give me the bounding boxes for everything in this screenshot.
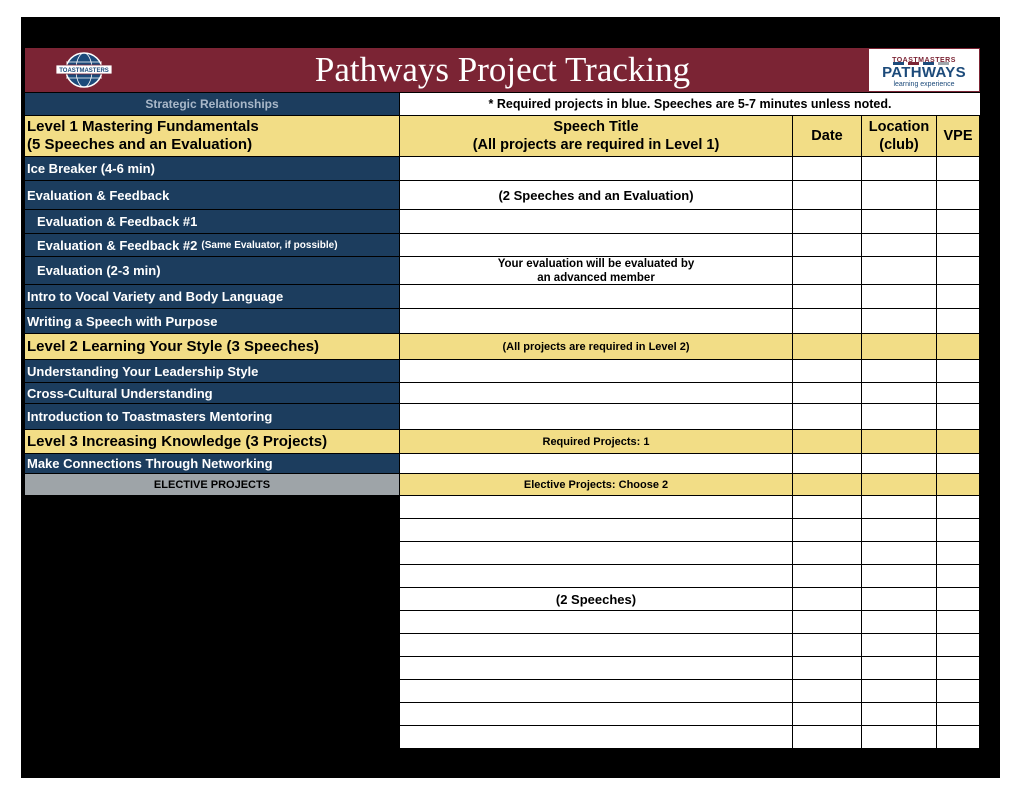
title-cell[interactable] [400, 703, 793, 726]
level3-heading: Level 3 Increasing Knowledge (3 Projects) [25, 430, 399, 454]
eval-feedback-detail: (2 Speeches and an Evaluation) [400, 181, 793, 210]
elective-detail: (2 Speeches) [400, 588, 793, 611]
location-cell[interactable] [862, 703, 937, 726]
vpe-cell[interactable] [937, 496, 980, 519]
level1-title-line2: (5 Speeches and an Evaluation) [27, 136, 253, 153]
vpe-cell[interactable] [937, 383, 980, 404]
vpe-cell[interactable] [937, 404, 980, 430]
evaluation-note-line: Your evaluation will be evaluated by [497, 257, 695, 270]
vpe-cell[interactable] [937, 703, 980, 726]
location-cell[interactable] [862, 634, 937, 657]
location-cell[interactable] [862, 496, 937, 519]
location-cell[interactable] [862, 257, 937, 285]
vpe-cell[interactable] [937, 588, 980, 611]
location-cell[interactable] [862, 404, 937, 430]
vpe-cell[interactable] [937, 726, 980, 749]
title-cell[interactable] [400, 309, 793, 334]
title-cell[interactable] [400, 360, 793, 383]
vpe-cell[interactable] [937, 519, 980, 542]
location-cell[interactable] [862, 181, 937, 210]
vpe-cell[interactable] [937, 634, 980, 657]
title-cell[interactable] [400, 611, 793, 634]
date-cell[interactable] [793, 404, 862, 430]
vpe-cell[interactable] [937, 542, 980, 565]
location-cell[interactable] [862, 430, 937, 454]
location-cell[interactable] [862, 519, 937, 542]
vpe-cell[interactable] [937, 454, 980, 474]
project-cross-cultural: Cross-Cultural Understanding [25, 383, 399, 404]
title-cell[interactable] [400, 680, 793, 703]
date-header [793, 116, 862, 157]
pathways-logo-dashes [893, 52, 957, 55]
vpe-cell[interactable] [937, 474, 980, 496]
location-cell[interactable] [862, 454, 937, 474]
same-evaluator-note: (Same Evaluator, if possible) [201, 239, 338, 251]
vpe-header [937, 116, 980, 157]
date-cell[interactable] [793, 285, 862, 309]
date-cell[interactable] [793, 210, 862, 234]
level2-heading: Level 2 Learning Your Style (3 Speeches) [25, 334, 399, 360]
location-cell[interactable] [862, 611, 937, 634]
vpe-cell[interactable] [937, 157, 980, 181]
elective-note: Elective Projects: Choose 2 [400, 474, 793, 496]
project-leadership-style: Understanding Your Leadership Style [25, 360, 399, 383]
date-cell[interactable] [793, 430, 862, 454]
required-note: * Required projects in blue. Speeches are 5-7 minutes unless noted. [400, 93, 980, 115]
pathways-logo-top: TOASTMASTERS [892, 57, 956, 64]
title-cell[interactable] [400, 634, 793, 657]
location-cell[interactable] [862, 285, 937, 309]
toastmasters-logo-text: TOASTMASTERS [59, 68, 109, 74]
location-cell[interactable] [862, 360, 937, 383]
vpe-cell[interactable] [937, 360, 980, 383]
title-cell[interactable] [400, 157, 793, 181]
date-header-line: Date [811, 128, 843, 144]
vpe-cell[interactable] [937, 611, 980, 634]
date-cell[interactable] [793, 634, 862, 657]
vpe-cell[interactable] [937, 680, 980, 703]
date-cell[interactable] [793, 474, 862, 496]
date-cell[interactable] [793, 565, 862, 588]
title-cell[interactable] [400, 657, 793, 680]
vpe-cell[interactable] [937, 257, 980, 285]
project-networking: Make Connections Through Networking [25, 454, 399, 474]
date-cell[interactable] [793, 611, 862, 634]
location-cell[interactable] [862, 383, 937, 404]
level3-required-note: Required Projects: 1 [400, 430, 793, 454]
vpe-cell[interactable] [937, 657, 980, 680]
speech-title-header [400, 116, 793, 157]
page-title: Pathways Project Tracking [314, 50, 691, 89]
project-writing-speech: Writing a Speech with Purpose [25, 309, 399, 334]
title-cell[interactable] [400, 726, 793, 749]
speech-title-header-line: (All projects are required in Level 1) [472, 137, 720, 153]
location-header-line: (club) [879, 137, 919, 153]
level1-heading [25, 116, 399, 157]
vpe-cell[interactable] [937, 334, 980, 360]
level1-title-line1: Level 1 Mastering Fundamentals [27, 118, 259, 135]
date-cell[interactable] [793, 588, 862, 611]
location-cell[interactable] [862, 234, 937, 257]
project-evaluation: Evaluation (2-3 min) [25, 257, 399, 285]
location-cell[interactable] [862, 157, 937, 181]
project-evaluation-feedback-1: Evaluation & Feedback #1 [25, 210, 399, 234]
date-cell[interactable] [793, 454, 862, 474]
pathways-logo-main: PATHWAYS [882, 64, 966, 81]
title-cell[interactable] [400, 383, 793, 404]
project-evaluation-feedback: Evaluation & Feedback [25, 181, 399, 210]
title-cell[interactable] [400, 542, 793, 565]
project-ice-breaker: Ice Breaker (4-6 min) [25, 157, 399, 181]
title-cell[interactable] [400, 210, 793, 234]
date-cell[interactable] [793, 334, 862, 360]
title-cell[interactable] [400, 404, 793, 430]
date-cell[interactable] [793, 360, 862, 383]
evaluation-note-line: an advanced member [537, 271, 655, 284]
location-header [862, 116, 937, 157]
date-cell[interactable] [793, 234, 862, 257]
project-evaluation-feedback-2-label: Evaluation & Feedback #2 [37, 237, 198, 253]
evaluation-note [400, 257, 793, 285]
title-cell[interactable] [400, 234, 793, 257]
title-cell[interactable] [400, 496, 793, 519]
vpe-cell[interactable] [937, 309, 980, 334]
location-cell[interactable] [862, 588, 937, 611]
date-cell[interactable] [793, 496, 862, 519]
title-cell[interactable] [400, 454, 793, 474]
date-cell[interactable] [793, 657, 862, 680]
project-mentoring: Introduction to Toastmasters Mentoring [25, 404, 399, 430]
project-evaluation-feedback-2 [25, 234, 399, 257]
pathways-logo-sub: learning experience [893, 81, 955, 88]
date-cell[interactable] [793, 680, 862, 703]
date-cell[interactable] [793, 383, 862, 404]
date-cell[interactable] [793, 542, 862, 565]
date-cell[interactable] [793, 309, 862, 334]
date-cell[interactable] [793, 519, 862, 542]
level2-note: (All projects are required in Level 2) [400, 334, 793, 360]
location-cell[interactable] [862, 657, 937, 680]
elective-projects-label: ELECTIVE PROJECTS [25, 474, 399, 496]
location-cell[interactable] [862, 474, 937, 496]
location-cell[interactable] [862, 334, 937, 360]
location-cell[interactable] [862, 542, 937, 565]
location-header-line: Location [868, 119, 930, 135]
speech-title-header-line: Speech Title [553, 119, 639, 135]
vpe-cell[interactable] [937, 181, 980, 210]
vpe-header-line: VPE [943, 128, 973, 144]
location-cell[interactable] [862, 726, 937, 749]
date-cell[interactable] [793, 157, 862, 181]
date-cell[interactable] [793, 726, 862, 749]
location-cell[interactable] [862, 210, 937, 234]
title-cell[interactable] [400, 285, 793, 309]
title-cell[interactable] [400, 519, 793, 542]
project-vocal-variety: Intro to Vocal Variety and Body Language [25, 285, 399, 309]
vpe-cell[interactable] [937, 285, 980, 309]
date-cell[interactable] [793, 181, 862, 210]
location-cell[interactable] [862, 565, 937, 588]
date-cell[interactable] [793, 257, 862, 285]
location-cell[interactable] [862, 680, 937, 703]
path-name: Strategic Relationships [25, 93, 399, 115]
vpe-cell[interactable] [937, 430, 980, 454]
location-cell[interactable] [862, 309, 937, 334]
vpe-cell[interactable] [937, 210, 980, 234]
pathways-logo [869, 49, 979, 91]
vpe-cell[interactable] [937, 234, 980, 257]
vpe-cell[interactable] [937, 565, 980, 588]
toastmasters-logo [54, 52, 114, 88]
title-cell[interactable] [400, 565, 793, 588]
title-banner [25, 48, 980, 92]
date-cell[interactable] [793, 703, 862, 726]
